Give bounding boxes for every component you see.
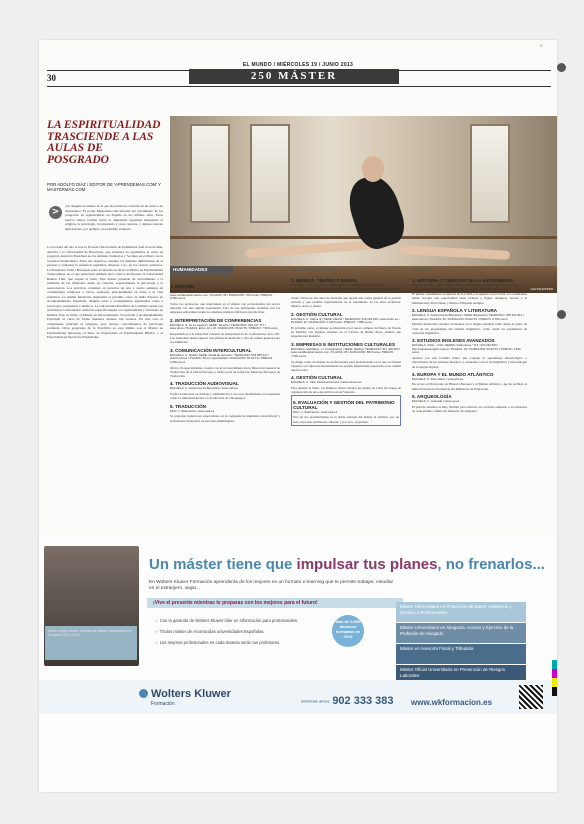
listing-title: 1. HISTORIA Y CIENCIAS DE LA ANTIGÜEDAD xyxy=(412,278,513,283)
window-shape xyxy=(190,124,230,223)
listing-item xyxy=(170,284,280,315)
ad-banner: ¡Vive el presente mientras te preparas con los mejores para el futuro! xyxy=(147,598,403,608)
brand-logo xyxy=(151,688,231,707)
listing-title: 4. TRADUCCIÓN AUDIOVISUAL xyxy=(170,381,239,387)
listing-title: 4. GESTIÓN CULTURAL xyxy=(291,375,343,381)
page-number: 30 xyxy=(47,73,56,83)
wolters-kluwer-logo-icon xyxy=(139,689,148,698)
column-letras xyxy=(412,275,527,413)
listing-body: Da acceso al Doctorado en Historia Europea y el Mundo Atlántico, que ha recibido la Mención hacia la Excelencia del Ministerio de Educación. xyxy=(412,382,527,391)
ad-photo-caption: Esther López Martín. Alumna de Máster Universitario en Abogacía 2012-2013 xyxy=(48,629,133,638)
listing-body: Se dirige como un máster de profesionales para profesionales en el que se forman expertos con rigurosas herramientas de gestión empresarial preparados para asumir nuevos retos. xyxy=(291,359,401,373)
listing-title: 5. TRADUCCIÓN xyxy=(170,403,206,409)
listing-title: 2. LENGUA ESPAÑOLA Y LITERATURA xyxy=(412,308,498,314)
listing-meta: ESCUELA: U. de La Laguna / SEDE: Tenerife / TELÉFONO: 922 317 717 / www.ull.es / PLAZAS: Entre 12 y 15 / DURACIÓN: 60 ECTS / PRECIO: 7.500 euros xyxy=(170,322,278,331)
listing-body: Todos los profesores que intervienen en el máster son profesionales del sector editorial con una amplia experiencia. Uno de sus principales reclamos son las empresas editoriales donde los alumnos realizan 240 horas de prácticas. xyxy=(170,301,280,315)
listing-meta: ESCUELA: UCM - UAM / SEDE: Madrid / TELÉFONO: 914 975 169 / www.uam.es / www.ucm.es / PLAZAS: 50 / DURACIÓN: 60 ECTS / PRECIO: 3.000 euros xyxy=(412,283,520,291)
section-title-letras: LETRAS xyxy=(412,268,431,273)
listing-body: El plan de estudios es muy flexible para elaborar un currículo adaptado a los intereses de cada alumno. Oferta un itinerario investigador. xyxy=(412,404,527,413)
newspaper-page xyxy=(39,40,557,792)
listing-item xyxy=(170,404,280,423)
ad-subtitle: En Wolters Kluwer Formación aprenderás de los mejores en un formato e-learning que te permite trabajar, estudiar en el extranjero, viajar... xyxy=(149,580,394,591)
brand-sub: Formación xyxy=(151,701,175,707)
listing-body: Forma traductores en doblaje y subtitulación y en otras modalidades en expansión como la audiodescripción o la traducción de videojuegos. xyxy=(170,392,280,401)
listing-title: 2. INTERPRETACIÓN DE CONFERENCIAS xyxy=(170,317,262,323)
listing-item xyxy=(291,312,401,339)
listing-item xyxy=(291,342,401,373)
color-registration-strip xyxy=(552,660,557,696)
listing-title: 5. ARQUEOLOGÍA xyxy=(412,394,452,400)
ad-headline-c: , no frenarlos... xyxy=(437,556,545,573)
dancer-shape xyxy=(400,245,510,260)
listing-meta: ESCUELA: U. Granada / www.ugr.es xyxy=(412,399,460,404)
listing-body: Título oficial de dos años de duración que aporta una visión general de la gestión cultural y que permite especializarse en el tratamiento de las artes escénicas: música, teatro y danza. xyxy=(291,295,401,309)
listing-meta: ESCUELA: U. Autónoma de Barcelona / www.uab.es xyxy=(170,386,238,391)
listing-body: Oferta 10 especialidades. Cuenta con el reconocimiento de la Dirección General de Traducción de la Unión Europea y forma parte de la Red de Másteres Europeos de Traducción. xyxy=(170,365,280,379)
ad-headline-a: Un máster tiene que xyxy=(149,556,297,573)
ad-course-box: Máster Oficial Universitario en Prevención de Riesgos Laborales xyxy=(396,665,526,685)
listing-body: El próximo curso, el máster se impartirá en el nuevo campus de Puerta de Toledo en Madrid, con algunas sesiones en el Círculo de Bellas Artes, entidad que respalda esta maestría. xyxy=(291,325,401,339)
listing-meta: ESCUELA: U. Complutense / SEDE: Madrid / TELÉFONO: 913 107 432 / www.masteringestioncultural.org / PLAZAS: 45 / DURACIÓN: 1.250 horas / PRECIO: 7.000 euros xyxy=(291,283,400,295)
window-shape xyxy=(250,124,290,223)
qr-code-icon xyxy=(519,685,543,709)
punch-hole xyxy=(557,63,566,72)
listing-meta: ESCUELA: U. País Vasco / www.ehu.es xyxy=(412,376,464,381)
article-byline: POR ADOLFO DÍAZ / EDITOR DE 'APRENDEMAS.COM' Y MASTERMAS.COM xyxy=(47,182,161,193)
listing-title: 4. EUROPA Y EL MUNDO ATLÁNTICO xyxy=(412,371,494,377)
listing-item xyxy=(412,338,527,369)
listing-meta: ESCUELA: U. Autónoma de Barcelona / SEDE: Barcelona / TELÉFONO: 935 814 912 / www.uab.es / PLAZAS: 50 / DURACIÓN: 60 ECTS / PRECIO: 2.700 euros xyxy=(412,313,524,321)
listing-title: 1. MÚSICA, TEATRO Y DANZA xyxy=(291,278,357,283)
section-title-edicion: EDICIÓN Y TRADUCCIÓN xyxy=(170,274,228,279)
listing-item xyxy=(412,372,527,391)
phone-number: 902 333 383 xyxy=(332,695,394,707)
listing-item xyxy=(412,308,527,335)
listing-body: Respaldado por la Dirección General de Interpretación de Conferencias de la UE. Los aspirantes deben superar una prueba de memoria y otra de cultura general para ser admitidos. xyxy=(170,331,280,345)
listing-title: 3. ESTUDIOS INGLESES AVANZADOS xyxy=(412,338,495,344)
listing-title: 2. GESTIÓN CULTURAL xyxy=(291,311,343,317)
listing-meta: ESCUELA: Santillana - U. Complutense / SEDE: Madrid / TELÉFONO: 913 842 857 / www.santillanaformacion.com / PLAZAS: 35 / DURACIÓN: 700 horas / PRECIO: 6.650 euros xyxy=(170,289,280,301)
ad-headline-b: impulsar tus planes xyxy=(296,556,438,573)
listing-meta: ESC: U. Salamanca / www.usal.es xyxy=(293,409,338,414)
column-gestion xyxy=(291,275,401,426)
header-line: EL MUNDO / MIÉRCOLES 19 / JUNIO 2013 xyxy=(242,62,354,68)
listing-body: Apuesta por una formula mixta que conjuga el aprendizaje metodológico e intercultural de los estudios literarios y culturales con los de lingüística y metodología de la lengua inglesa. xyxy=(412,355,527,369)
listing-meta: ESCUELA: USAL - UVA / SEDES: Salamanca / TLF.: 923 294 500 / http://mastereninglés.usal.es / PLAZAS: 45 / DURACIÓN: 60 ECTS / PRECIO: 2.530 euros xyxy=(412,343,521,355)
section-title-gestion: GESTIÓN CULTURAL xyxy=(291,268,339,273)
window-shape xyxy=(470,124,510,223)
ad-bullet: ✓ Los mejores profesionales en cada materia serán tus profesores. xyxy=(155,640,355,645)
listing-item xyxy=(170,318,280,345)
arrow-icon: > xyxy=(49,206,62,219)
ad-website: www.wkformacion.es xyxy=(411,698,493,707)
listing-meta: ESCUELA: U. Alcalá / SEDE: Alcalá de Henares / TELÉFONO: 918 855 347 / www2.uah.es / PLAZAS: 30 por especialidad / DURACIÓN: 60 ECTS / PRECIO: 3.900 euros xyxy=(170,352,273,364)
section-bar-humanidades: HUMANIDADES xyxy=(170,266,233,273)
listing-title: 3. COMUNICACIÓN INTERCULTURAL xyxy=(170,347,252,353)
ad-bullet: ✓ Títulos máster de reconocidas universidades Españolas. xyxy=(155,629,355,634)
ad-course-box: Máster Universitario en Protección de Datos: Asistencia y Servicio a Profesionales xyxy=(396,602,526,622)
dancer-shape xyxy=(362,156,384,182)
listing-item xyxy=(291,395,401,426)
listing-body: Para obtener el título, los alumnos deben trabajar en equipo en todas las etapas de organización de una exposición real en Valencia. xyxy=(291,386,401,395)
masthead: 250 MÁSTER xyxy=(189,69,399,84)
column-humanidades xyxy=(170,281,280,423)
ad-photo-caption-box xyxy=(45,626,137,660)
ad-badge: Más de 3.000 alumnos formados en 2013 xyxy=(332,615,364,647)
listing-title: 1. EDICIÓN xyxy=(170,284,195,289)
listing-item xyxy=(291,278,401,309)
listing-body: Se preparan traductores especialistas en la competencia lingüística intercultural y profesional traductores en entornos multilingües. xyxy=(170,414,280,423)
brand-name: Wolters Kluwer xyxy=(151,688,231,700)
ad-bullet: ✓ Con la garantía de Wolters Kluwer líder en información para profesionales. xyxy=(155,618,355,623)
advertisement xyxy=(39,538,557,792)
punch-hole xyxy=(557,310,566,319)
listing-item xyxy=(170,381,280,400)
ad-headline xyxy=(149,556,549,573)
listing-item xyxy=(412,278,527,305)
article-title: LA ESPIRITUALIDAD TRASCIENDE A LAS AULAS DE POSGRADO xyxy=(47,119,161,166)
listing-meta: ESC: U. Salamanca / www.usal.es xyxy=(170,408,215,413)
ad-footer xyxy=(39,680,557,714)
ad-course-box: Máster en Asesoría Fiscal y Tributaria xyxy=(396,644,526,664)
listing-title: 3. EMPRESAS E INSTITUCIONES CULTURALES xyxy=(291,341,396,347)
ad-phone xyxy=(301,695,393,707)
listing-meta: ESCUELA: Santillana - U. Complutense / SEDE: Madrid / TELÉFONO: 917 448 303 / www.santillanaformacion.com / PLAZAS: 35 / DURACIÓN: 800 horas / PRECIO: 7.500 euros xyxy=(291,346,401,358)
listing-body: Una de sus peculiaridades es el doble enfoque del máster al analizar, por un lado, el propio patrimonio cultural, y por otro, su gestión. xyxy=(293,415,399,424)
listing-meta: ESCUELA: U. Carlos III / SEDE: Madrid / TELÉFONO: 916 249 220 / www.uc3m.es / PLAZAS: 42 / DURACIÓN: 2.125 horas / PRECIO: 7.880 euros xyxy=(291,316,400,325)
photo-credit: GALTOHOPPER xyxy=(530,287,553,291)
article-body: La novedad del año la trae la Escuela Universitaria de Enfermería Sant Joan de Déu, adscrita a la Universidad de Barcelona, que estrenará en septiembre el curso de posgrado Atención Espiritual en los Ámbitos Sanitarios y Sociales en el Marco de la Sociedad Posmoderna. Entre sus objetivos, estudiar las distintas dimensiones de la persona y aumentar la asistencia espiritual, religiosa o no, en los centros sanitarios. La Fundación Vidal i Barraquer puso en marcha en 2012 su Máster en Espiritualidad Transcultural, en el que participan también otros centros incluyendo la Universidad Ramon Llull, que expide el título. Este máster pretende un acercamiento a la sabiduría de las religiones desde las ciencias, especialmente la psicología y la neurociencia. Las prácticas consisten en periodos de una a cuatro semanas en comunidades religiosas o laicas, veteranas principalmente en torno a la vida espiritual. La misma fundación mantendrá el próximo curso su título Experto en Acompañamiento Espiritual, dirigido tanto a acompañantes espirituales como a psicólogos, psiquiatras y médicos. La Universidad Pontificia de Comillas cuenta con un Instituto Universitario dedicado específicamente a la espiritualidad y vinculado en Madrid. Este su título, el Máster en Discernimiento Vocacional y Acompañamiento Espiritual se cursa de forma intensiva durante tres veranos. En este caso el componente principal es religioso, pero incluye conocimientos de psicología profunda. Otros posgrados de la Pontificia en este ámbito son el Máster en Espiritualidad Ignaciana, el título de Especialista en Espiritualidad Bíblica, y el Especialista en Ejercicios Espirituales. xyxy=(47,245,163,339)
listing-title: 5. EVALUACIÓN Y GESTIÓN DEL PATRIMONIO CULTURAL xyxy=(293,399,395,410)
listing-meta: ESCUELA: U. CEU Cardenal Herrera / www.uchceu.es xyxy=(291,380,362,385)
listing-item xyxy=(291,375,401,394)
ad-course-box: Máster Universitario en Abogacía. Acceso y Ejercicio de la Profesión de Abogado xyxy=(396,623,526,643)
listing-item xyxy=(170,348,280,379)
listing-item xyxy=(412,394,527,413)
corner-number: 3 xyxy=(540,43,543,48)
masthead-rule xyxy=(47,86,551,87)
phone-label: Infórmate ahora xyxy=(301,698,330,704)
article-lead: ¿Se imagina un máster en el que las prácticas consistan en un retiro a un monasterio? El portal Mastermas.com informa del crecimiento de los posgrados en espiritualidad en España en los últimos años. Estos nuevos títulos forman sobre la dimensión espiritual integrando la religión, la psicología, la psiquiatría y otras ciencias, y algunos buscan aplicaciones, por ejemplo, en el ámbito sanitario. xyxy=(65,204,163,231)
listing-body: Permite desarrollar estudios avanzados en la lengua española tanto desde el punto de vista de las propiedades del sistema lingüístico, como desde los parámetros de variación lingüística. xyxy=(412,322,527,335)
listing-body: El primer cuatrimestre se imparte en la UAM y el segundo en la UCM. Los estudiantes deben escoger una especialidad entre Oriente y Egipto Antiguos, Grecia y el Mediterráneo Prerromano y Roma e Hispania Antigua. xyxy=(412,292,527,305)
